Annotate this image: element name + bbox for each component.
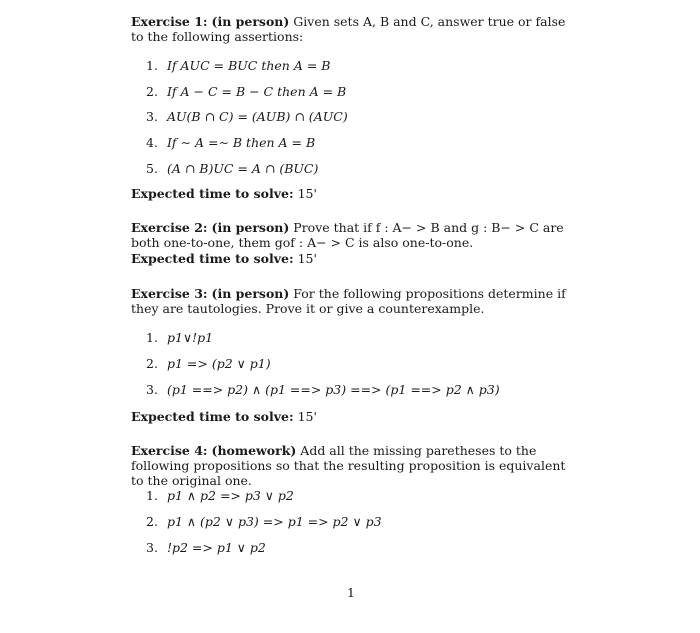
page-number: 1 bbox=[347, 585, 355, 600]
time-value: 15' bbox=[297, 186, 317, 201]
exercise-2-label: Exercise 2: bbox=[131, 220, 208, 235]
exercise-4-label: Exercise 4: bbox=[131, 443, 208, 458]
exercise-1-item: 2. If A − C = B − C then A = B bbox=[146, 84, 347, 99]
exercise-2-text: Prove that if f : A− > B and g : B− > C are both one-to-one, them gof : A− > C is also one-to-one. bbox=[131, 220, 564, 250]
exercise-2-tag: (in person) bbox=[211, 220, 290, 235]
exercise-1-time bbox=[131, 186, 581, 201]
exercise-3-label: Exercise 3: bbox=[131, 286, 208, 301]
exercise-4-item: 3. !p2 => p1 ∨ p2 bbox=[146, 540, 266, 555]
exercise-1-tag: (in person) bbox=[211, 14, 290, 29]
exercise-1-item: 3. AU(B ∩ C) = (AUB) ∩ (AUC) bbox=[146, 109, 348, 124]
exercise-3-item: 2. p1 => (p2 ∨ p1) bbox=[146, 356, 271, 371]
exercise-4-text: Add all the missing paretheses to the following propositions so that the resulting proposition is equivalent to the original one. bbox=[131, 443, 566, 488]
exercise-4-item: 2. p1 ∧ (p2 ∨ p3) => p1 => p2 ∨ p3 bbox=[146, 514, 382, 529]
exercise-1-item: 1. If AUC = BUC then A = B bbox=[146, 58, 331, 73]
exercise-3-item: 1. p1∨!p1 bbox=[146, 330, 214, 345]
exercise-1-item: 5. (A ∩ B)UC = A ∩ (BUC) bbox=[146, 161, 319, 176]
time-value: 15' bbox=[297, 251, 317, 266]
exercise-4-statement bbox=[131, 443, 581, 488]
exercise-1-text: Given sets A, B and C, answer true or false to the following assertions: bbox=[131, 14, 566, 44]
exercise-3-statement bbox=[131, 286, 581, 316]
exercise-3-text: For the following propositions determine if they are tautologies. Prove it or give a counterexample. bbox=[131, 286, 566, 316]
exercise-3-tag: (in person) bbox=[211, 286, 290, 301]
exercise-3-time bbox=[131, 409, 581, 424]
exercise-4-tag: (homework) bbox=[211, 443, 297, 458]
exercise-2-time bbox=[131, 251, 581, 266]
time-value: 15' bbox=[297, 409, 317, 424]
time-label: Expected time to solve: bbox=[131, 409, 294, 424]
exercise-2-statement bbox=[131, 220, 581, 250]
exercise-1-item: 4. If ∼ A =∼ B then A = B bbox=[146, 135, 316, 150]
exercise-1-statement bbox=[131, 14, 581, 44]
time-label: Expected time to solve: bbox=[131, 251, 294, 266]
exercise-1-label: Exercise 1: bbox=[131, 14, 208, 29]
exercise-3-item: 3. (p1 ==> p2) ∧ (p1 ==> p3) ==> (p1 ==> p2 ∧ p3) bbox=[146, 382, 500, 397]
time-label: Expected time to solve: bbox=[131, 186, 294, 201]
exercise-4-item: 1. p1 ∧ p2 => p3 ∨ p2 bbox=[146, 488, 294, 503]
